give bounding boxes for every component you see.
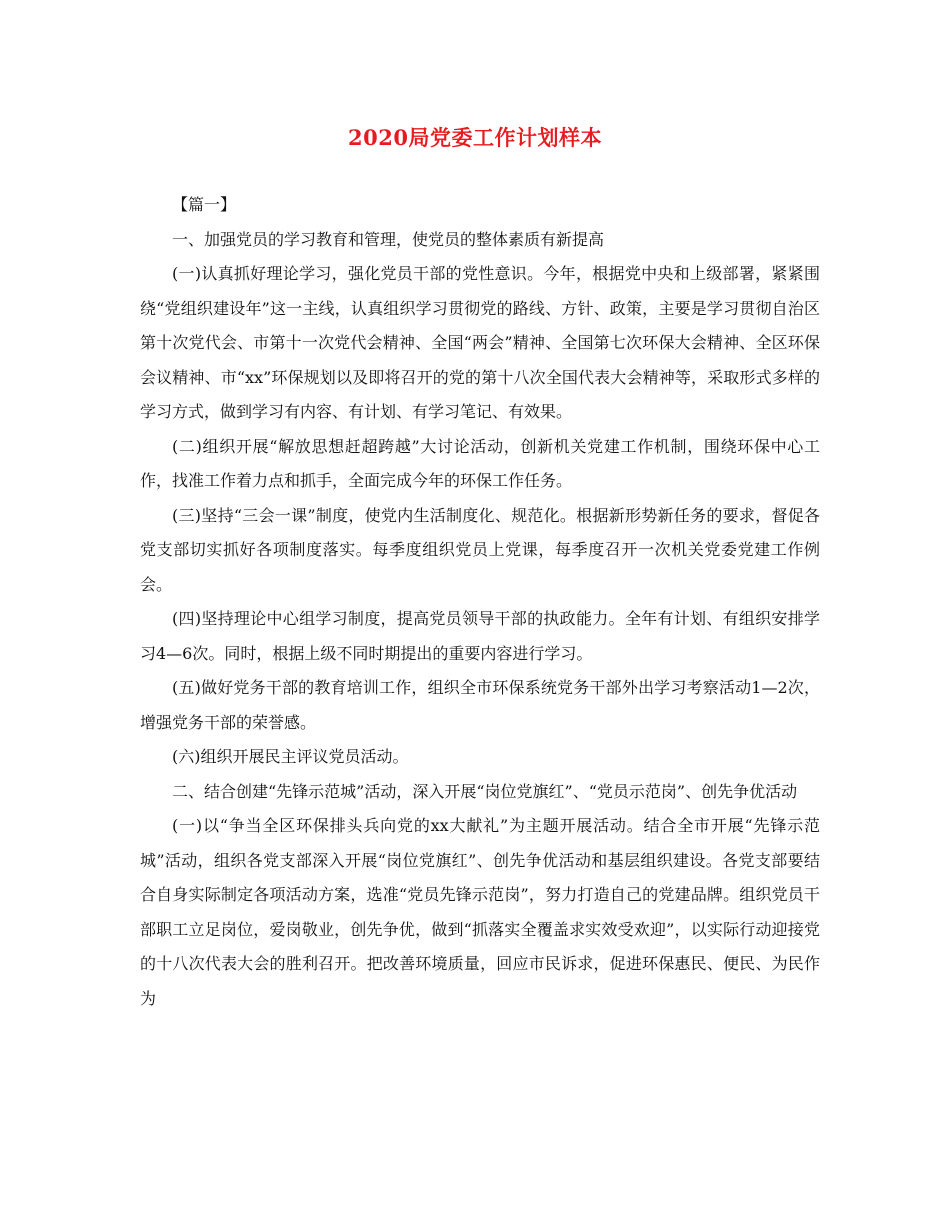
paragraph: 二、结合创建“先锋示范城”活动，深入开展“岗位党旗红”、“党员示范岗”、创先争优活动 [172,781,798,801]
paragraph: (二)组织开展“解放思想赶超跨越”大讨论活动，创新机关党建工作机制，围绕环保中心工作，找准工作着力点和抓手，全面完成今年的环保工作任务。 [140,436,820,490]
paragraph: (六)组织开展民主评议党员活动。 [172,747,409,766]
paragraph: 一、加强党员的学习教育和管理，使党员的整体素质有新提高 [172,229,605,249]
section-heading: 【篇一】 [172,195,237,214]
document-title: 2020局党委工作计划样本 [348,125,602,150]
paragraph: (五)做好党务干部的教育培训工作，组织全市环保系统党务干部外出学习考察活动1—2次，增强党务干部的荣誉感。 [140,678,820,732]
paragraph: (三)坚持“三会一课”制度，使党内生活制度化、规范化。根据新形势新任务的要求，督促各党支部切实抓好各项制度落实。每季度组织党员上党课，每季度召开一次机关党委党建工作例会。 [140,505,820,594]
document-body [140,188,820,1016]
paragraph: (四)坚持理论中心组学习制度，提高党员领导干部的执政能力。全年有计划、有组织安排学习4—6次。同时，根据上级不同时期提出的重要内容进行学习。 [140,609,820,663]
paragraph: (一)以“争当全区环保排头兵向党的xx大献礼”为主题开展活动。结合全市开展“先锋示范城”活动，组织各党支部深入开展“岗位党旗红”、创先争优活动和基层组织建设。各党支部要结合自身实际制定各项活动方案，选准“党员先锋示范岗”，努力打造自己的党建品牌。组织党员干部职工立足岗位，爱岗敬业，创先争优，做到“抓落实全覆盖求实效受欢迎”，以实际行动迎接党的十八次代表大会的胜利召开。把改善环境质量，回应市民诉求，促进环保惠民、便民、为民作为 [140,816,820,1008]
paragraph: (一)认真抓好理论学习，强化党员干部的党性意识。今年，根据党中央和上级部署，紧紧围绕“党组织建设年”这一主线，认真组织学习贯彻党的路线、方针、政策，主要是学习贯彻自治区第十次党代会、市第十一次党代会精神、全国“两会”精神、全国第七次环保大会精神、全区环保会议精神、市“xx”环保规划以及即将召开的党的第十八次全国代表大会精神等，采取形式多样的学习方式，做到学习有内容、有计划、有学习笔记、有效果。 [140,264,820,421]
